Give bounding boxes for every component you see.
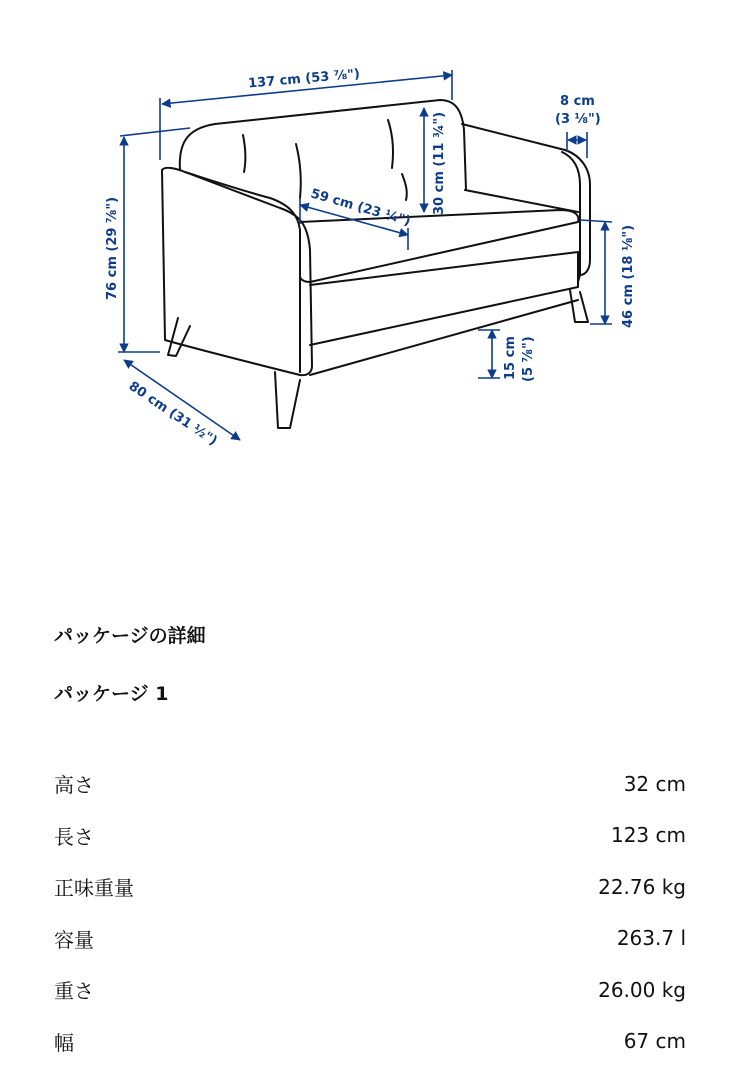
seat-height-label: 46 cm (18 ⅛") (621, 224, 636, 328)
spec-label: 重さ (54, 979, 94, 1004)
spec-row-height (54, 758, 686, 810)
spec-row-weight (54, 964, 686, 1016)
overall-width-label: 137 cm (53 ⅞") (247, 66, 361, 92)
overall-depth-label: 80 cm (31 ½") (125, 378, 220, 449)
spec-label: 容量 (54, 927, 94, 952)
spec-row-net-weight (54, 861, 686, 913)
spec-row-volume (54, 913, 686, 965)
spec-label: 幅 (54, 1030, 74, 1055)
spec-value: 22.76 kg (598, 874, 686, 899)
overall-height-label: 76 cm (29 ⅞") (105, 196, 120, 300)
spec-value: 123 cm (610, 823, 686, 848)
spec-label: 高さ (54, 773, 94, 798)
spec-row-width (54, 1016, 686, 1068)
spec-value: 263.7 l (616, 926, 686, 951)
package-1-heading: パッケージ 1 (54, 683, 169, 705)
leg-height-label-in: (5 ⅞") (521, 336, 536, 382)
back-cushion-height-label: 30 cm (11 ¾") (432, 111, 447, 215)
spec-label: 長さ (54, 824, 94, 849)
sofa-dimension-diagram (0, 0, 740, 470)
spec-value: 67 cm (623, 1029, 686, 1054)
package-details (54, 618, 686, 1067)
leg-height-label-cm: 15 cm (503, 336, 518, 380)
arm-width-label-cm: 8 cm (560, 94, 595, 109)
spec-label: 正味重量 (54, 876, 134, 901)
spec-row-length (54, 810, 686, 862)
seat-depth-label: 59 cm (23 ¼") (308, 186, 413, 230)
arm-width-label-in: (3 ⅛") (555, 112, 601, 127)
spec-value: 26.00 kg (598, 977, 686, 1002)
spec-value: 32 cm (623, 771, 686, 796)
package-spec-list (54, 758, 686, 1067)
package-details-heading: パッケージの詳細 (54, 625, 206, 647)
